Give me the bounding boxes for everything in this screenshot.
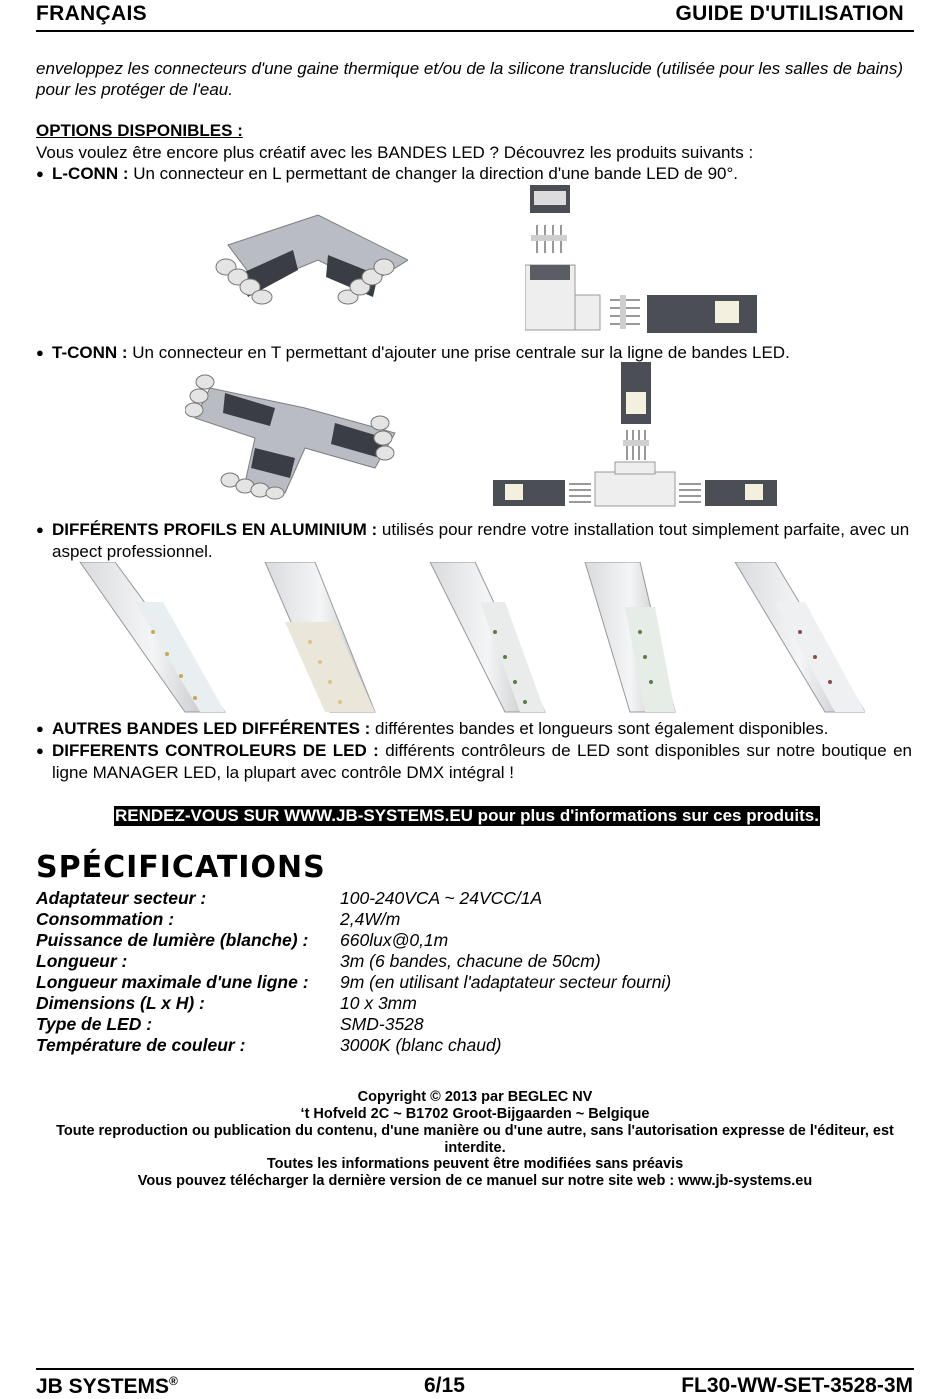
strips-term: AUTRES BANDES LED DIFFÉRENTES : [52, 719, 371, 738]
header-language: FRANÇAIS [36, 2, 147, 25]
address-line: ‘t Hofveld 2C ~ B1702 Groot-Bijgaarden ~ Belgique [300, 1106, 650, 1122]
footer-brand [36, 1374, 178, 1399]
spec-label: Dimensions (L x H) : [36, 993, 205, 1013]
spec-value: 3000K (blanc chaud) [340, 1035, 502, 1055]
tconn-item [52, 342, 912, 363]
tconn-term: T-CONN : [52, 343, 128, 362]
intro-paragraph: enveloppez les connecteurs d'une gaine thermique et/ou de la silicone translucide (utilisée pour les salles de bains) pour les protéger de l'eau. [36, 59, 903, 99]
header-rule [36, 30, 914, 32]
strips-item [52, 718, 912, 739]
profiles-text: utilisés pour rendre votre installation tout simplement parfaite, avec un aspect professionnel. [52, 520, 910, 561]
spec-label: Type de LED : [36, 1014, 153, 1034]
spec-label: Puissance de lumière (blanche) : [36, 930, 309, 950]
header-title: GUIDE D'UTILISATION [675, 2, 904, 25]
profiles-term: DIFFÉRENTS PROFILS EN ALUMINIUM : [52, 520, 378, 539]
footer-page-number: 6/15 [424, 1374, 465, 1397]
options-lead: Vous voulez être encore plus créatif avec les BANDES LED ? Découvrez les produits suivants : [36, 143, 754, 162]
copyright-line: Copyright © 2013 par BEGLEC NV [357, 1089, 593, 1105]
aluminium-profiles-photo [75, 562, 865, 714]
controllers-text: différents contrôleurs de LED sont disponibles sur notre boutique en ligne MANAGER LED, la plupart avec contrôle DMX intégral ! [52, 741, 913, 782]
l-connector-assembly-photo [525, 185, 760, 335]
footer-rule [36, 1368, 914, 1370]
controllers-term: DIFFERENTS CONTROLEURS DE LED : [52, 741, 379, 760]
spec-label: Longueur maximale d'une ligne : [36, 972, 309, 992]
spec-value: 660lux@0,1m [340, 930, 449, 950]
specs-title: SPÉCIFICATIONS [36, 850, 326, 885]
tconn-text: Un connecteur en T permettant d'ajouter une prise centrale sur la ligne de bandes LED. [127, 343, 790, 362]
spec-label: Adaptateur secteur : [36, 888, 207, 908]
spec-label: Température de couleur : [36, 1035, 246, 1055]
lconn-item [52, 163, 912, 184]
profile-1 [80, 562, 225, 712]
spec-label: Longueur : [36, 951, 128, 971]
profile-5 [735, 562, 865, 712]
profile-4 [585, 562, 675, 712]
lconn-text: Un connecteur en L permettant de changer la direction d'une bande LED de 90°. [128, 164, 739, 183]
spec-value: 10 x 3mm [340, 993, 417, 1013]
footer-brand-name: JB SYSTEMS [36, 1375, 170, 1398]
bullet-icon: ● [36, 166, 44, 181]
t-connector-photo [185, 368, 400, 500]
bullet-icon: ● [36, 522, 44, 537]
change-notice: Toutes les informations peuvent être modifiées sans préavis [266, 1156, 684, 1172]
spec-label: Consommation : [36, 909, 175, 929]
bullet-icon: ● [36, 743, 44, 758]
controllers-item [52, 740, 912, 784]
spec-value: 9m (en utilisant l'adaptateur secteur fourni) [340, 972, 672, 992]
lconn-term: L-CONN : [52, 164, 129, 183]
spec-value: 2,4W/m [340, 909, 401, 929]
website-banner: RENDEZ-VOUS SUR WWW.JB-SYSTEMS.EU pour plus d'informations sur ces produits. [115, 806, 819, 825]
l-connector-photo [208, 205, 408, 305]
bullet-icon: ● [36, 721, 44, 736]
t-connector-assembly-photo [493, 362, 778, 508]
profile-3 [430, 562, 545, 712]
reproduction-notice: Toute reproduction ou publication du contenu, d'une manière ou d'une autre, sans l'autorisation expresse de l'éditeur, est interdite. [56, 1123, 894, 1156]
strips-text: différentes bandes et longueurs sont également disponibles. [370, 719, 829, 738]
footer-model: FL30-WW-SET-3528-3M [681, 1374, 913, 1397]
profile-2 [265, 562, 375, 712]
spec-value: 100-240VCA ~ 24VCC/1A [340, 888, 543, 908]
download-notice: Vous pouvez télécharger la dernière version de ce manuel sur notre site web : www.jb-systems.eu [137, 1173, 813, 1189]
profiles-item [52, 519, 914, 563]
bullet-icon: ● [36, 345, 44, 360]
options-title: OPTIONS DISPONIBLES : [36, 121, 243, 140]
registered-mark: ® [169, 1374, 178, 1388]
spec-value: 3m (6 bandes, chacune de 50cm) [340, 951, 601, 971]
spec-value: SMD-3528 [340, 1014, 424, 1034]
